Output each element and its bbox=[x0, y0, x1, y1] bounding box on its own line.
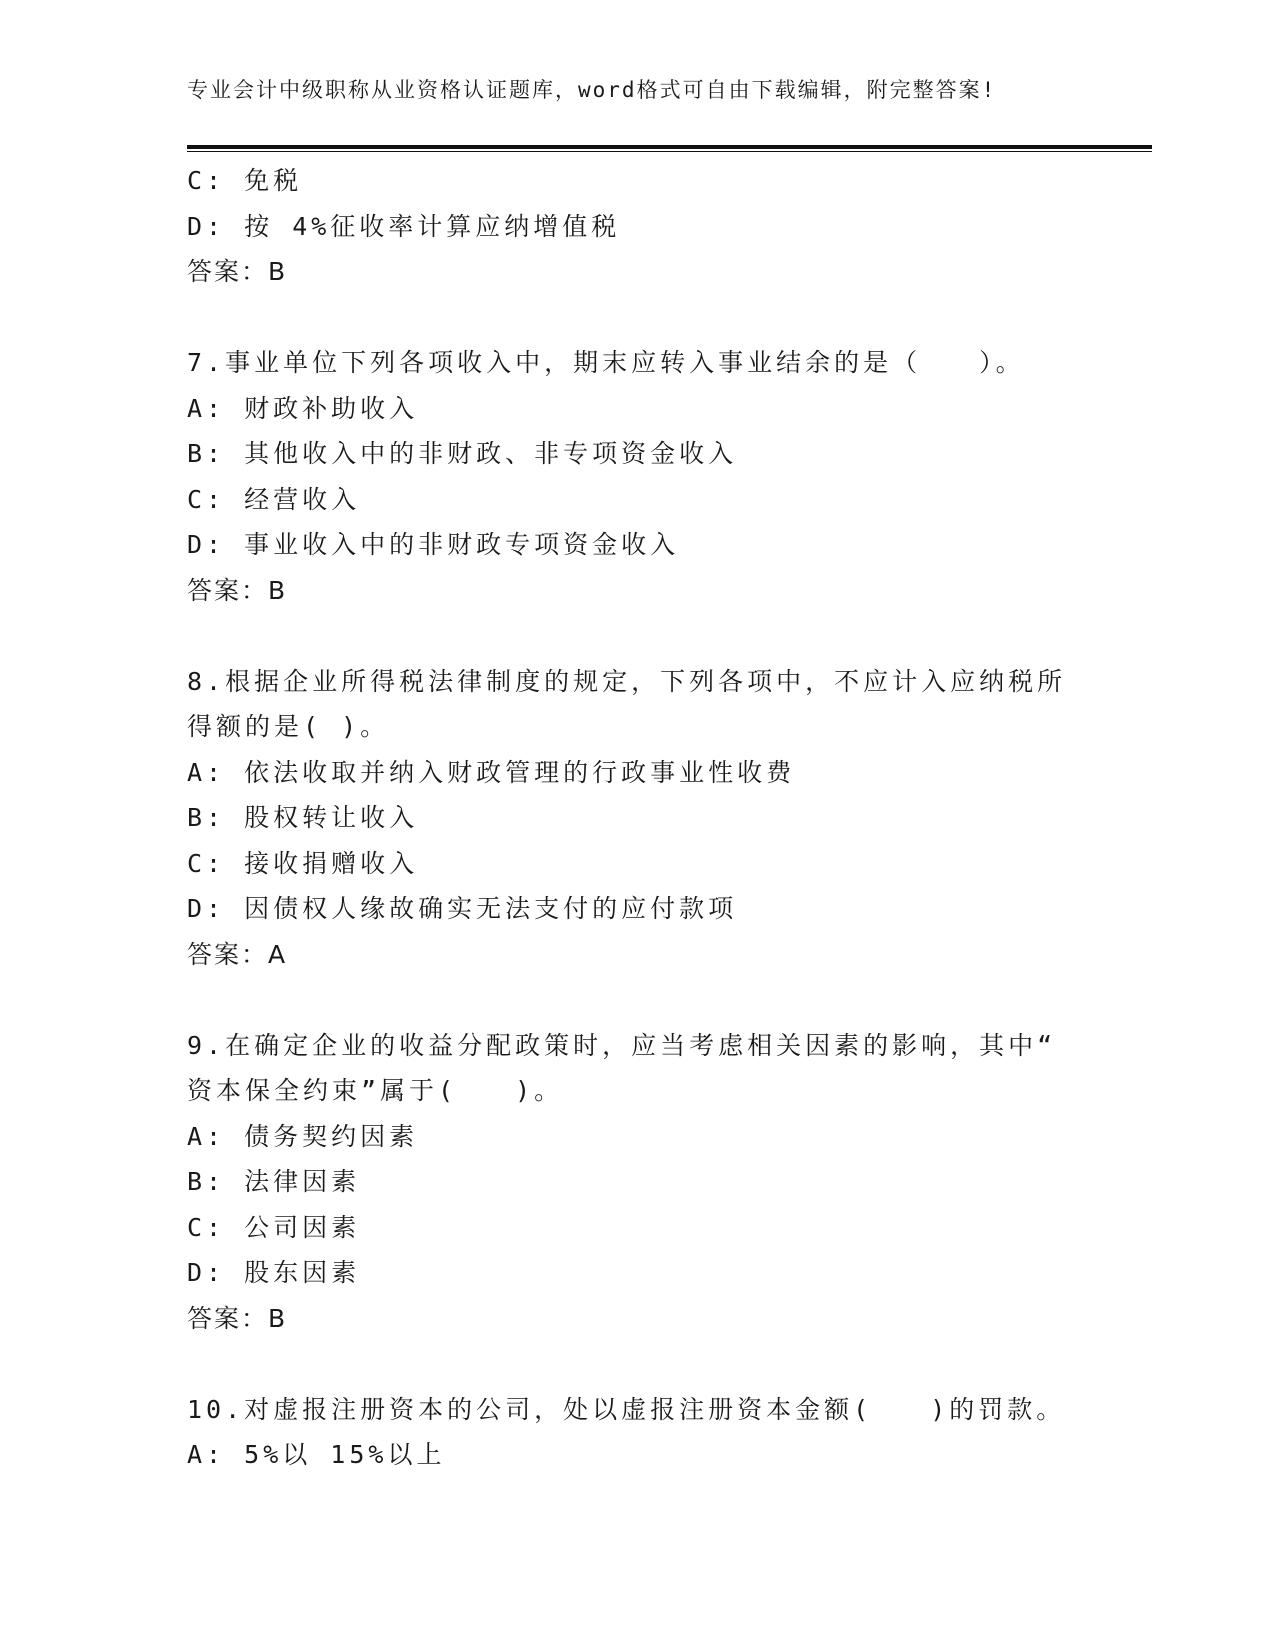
option-line: D: 股东因素 bbox=[187, 1258, 361, 1287]
question-text: 8.根据企业所得税法律制度的规定，下列各项中，不应计入应纳税所 bbox=[187, 666, 1067, 696]
spacer bbox=[187, 295, 1087, 341]
option-line: D: 事业收入中的非财政专项资金收入 bbox=[187, 530, 680, 559]
option-line: A: 财政补助收入 bbox=[187, 393, 419, 423]
answer-line: 答案：B bbox=[187, 1303, 288, 1333]
option-line: A: 依法收取并纳入财政管理的行政事业性收费 bbox=[187, 757, 796, 787]
question-text: 得额的是( )。 bbox=[187, 712, 390, 741]
option-line: B: 其他收入中的非财政、非专项资金收入 bbox=[187, 439, 738, 468]
question-content bbox=[187, 158, 1087, 1478]
spacer bbox=[187, 977, 1087, 1023]
option-line: C: 经营收入 bbox=[187, 484, 361, 514]
spacer bbox=[187, 1341, 1087, 1387]
option-line: D: 按 4%征收率计算应纳增值税 bbox=[187, 211, 621, 241]
option-line: A: 5%以 15%以上 bbox=[187, 1440, 446, 1469]
header-rule-thick bbox=[187, 145, 1152, 149]
page-header: 专业会计中级职称从业资格认证题库，word格式可自由下载编辑，附完整答案! bbox=[187, 78, 997, 102]
option-line: B: 股权转让收入 bbox=[187, 803, 419, 832]
option-line: C: 公司因素 bbox=[187, 1212, 361, 1242]
option-line: C: 免税 bbox=[187, 166, 303, 195]
option-line: C: 接收捐赠收入 bbox=[187, 848, 419, 878]
question-text: 资本保全约束”属于( )。 bbox=[187, 1076, 564, 1105]
answer-line: 答案：B bbox=[187, 575, 288, 605]
question-text: 9.在确定企业的收益分配政策时，应当考虑相关因素的影响，其中“ bbox=[187, 1030, 1057, 1060]
question-text: 10.对虚报注册资本的公司，处以虚报注册资本金额( )的罚款。 bbox=[187, 1394, 1066, 1424]
option-line: D: 因债权人缘故确实无法支付的应付款项 bbox=[187, 894, 738, 923]
spacer bbox=[187, 613, 1087, 659]
answer-line: 答案：A bbox=[187, 939, 288, 969]
option-line: B: 法律因素 bbox=[187, 1167, 361, 1196]
answer-line: 答案：B bbox=[187, 257, 288, 286]
header-rule-thin bbox=[187, 151, 1152, 152]
question-text: 7.事业单位下列各项收入中，期末应转入事业结余的是（ ）。 bbox=[187, 348, 1025, 377]
option-line: A: 债务契约因素 bbox=[187, 1121, 419, 1151]
